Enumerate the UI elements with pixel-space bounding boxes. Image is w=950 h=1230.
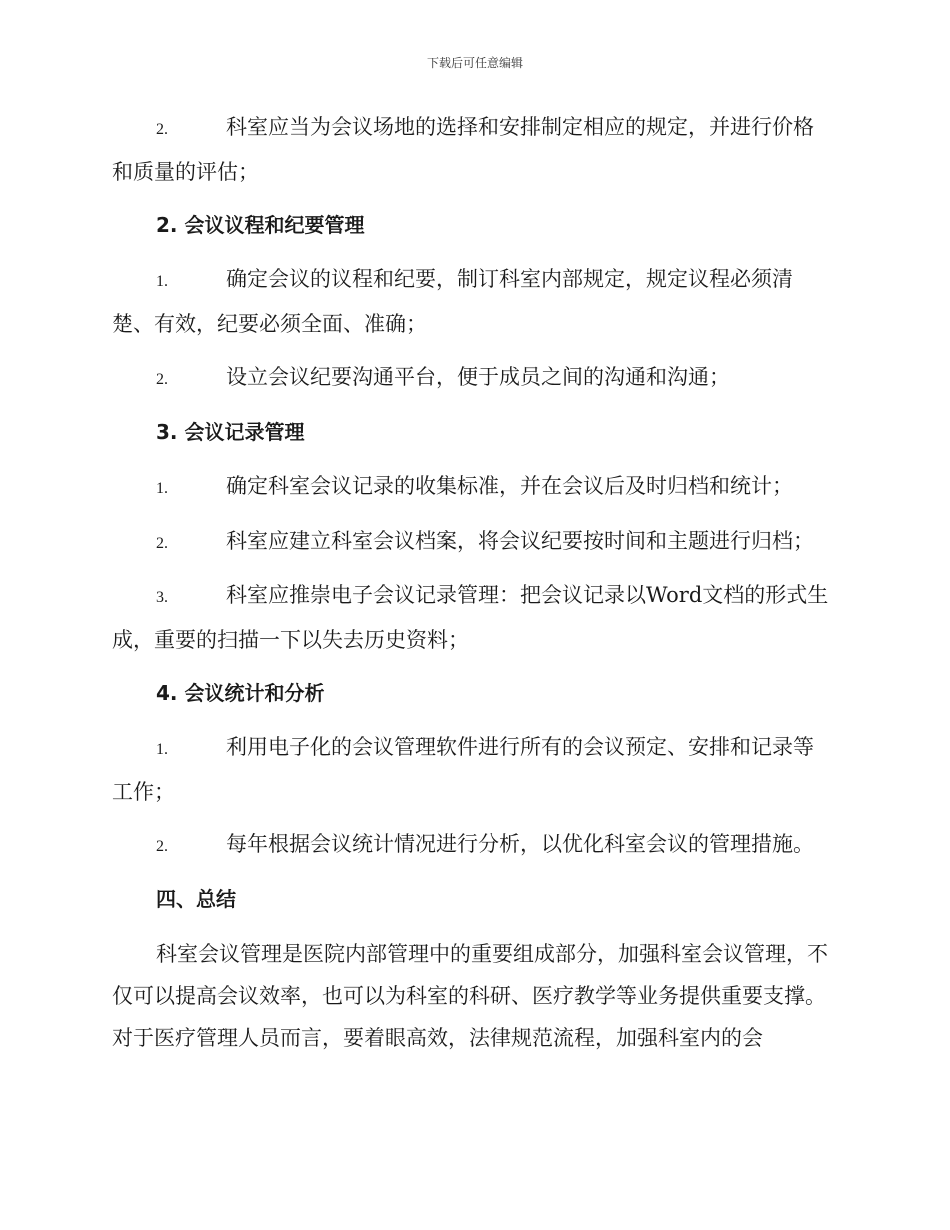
list-text: 确定会议的议程和纪要，制订科室内部规定，规定议程必须清楚、有效，纪要必须全面、准确； [112, 267, 793, 336]
summary-paragraph: 科室会议管理是医院内部管理中的重要组成部分，加强科室会议管理，不仅可以提高会议效率，也可以为科室的科研、医疗教学等业务提供重要支撑。对于医疗管理人员而言，要着眼高效，法律规范流程，加强科室内的会 [112, 942, 828, 1050]
list-number: 3. [156, 589, 168, 606]
list-item [112, 106, 834, 193]
list-item [112, 520, 834, 565]
list-item [112, 823, 834, 868]
list-number: 2. [156, 121, 168, 138]
list-item [112, 726, 834, 813]
page-header: 下载后可任意编辑 [426, 56, 523, 70]
list-item [112, 356, 834, 401]
list-text: 科室应建立科室会议档案，将会议纪要按时间和主题进行归档； [226, 529, 814, 553]
list-number: 2. [156, 371, 168, 388]
list-text: 利用电子化的会议管理软件进行所有的会议预定、安排和记录等工作； [112, 735, 814, 804]
list-number: 2. [156, 535, 168, 552]
list-number: 2. [156, 838, 168, 855]
list-number: 1. [156, 480, 168, 497]
list-text: 每年根据会议统计情况进行分析，以优化科室会议的管理措施。 [226, 832, 814, 856]
list-text: 科室应当为会议场地的选择和安排制定相应的规定，并进行价格和质量的评估； [112, 115, 814, 184]
list-number: 1. [156, 273, 168, 290]
list-text: 确定科室会议记录的收集标准，并在会议后及时归档和统计； [226, 474, 793, 498]
section-heading: 3. 会议记录管理 [156, 420, 305, 444]
section-heading: 2. 会议议程和纪要管理 [156, 213, 365, 237]
list-item [112, 258, 834, 345]
list-text: 科室应推崇电子会议记录管理：把会议记录以Word文档的形式生成，重要的扫描一下以失去历史资料； [112, 583, 829, 652]
list-item [112, 465, 834, 510]
section-heading: 4. 会议统计和分析 [156, 681, 325, 705]
list-item [112, 574, 834, 661]
list-text: 设立会议纪要沟通平台，便于成员之间的沟通和沟通； [226, 365, 730, 389]
section-heading: 四、总结 [156, 887, 236, 911]
list-number: 1. [156, 741, 168, 758]
